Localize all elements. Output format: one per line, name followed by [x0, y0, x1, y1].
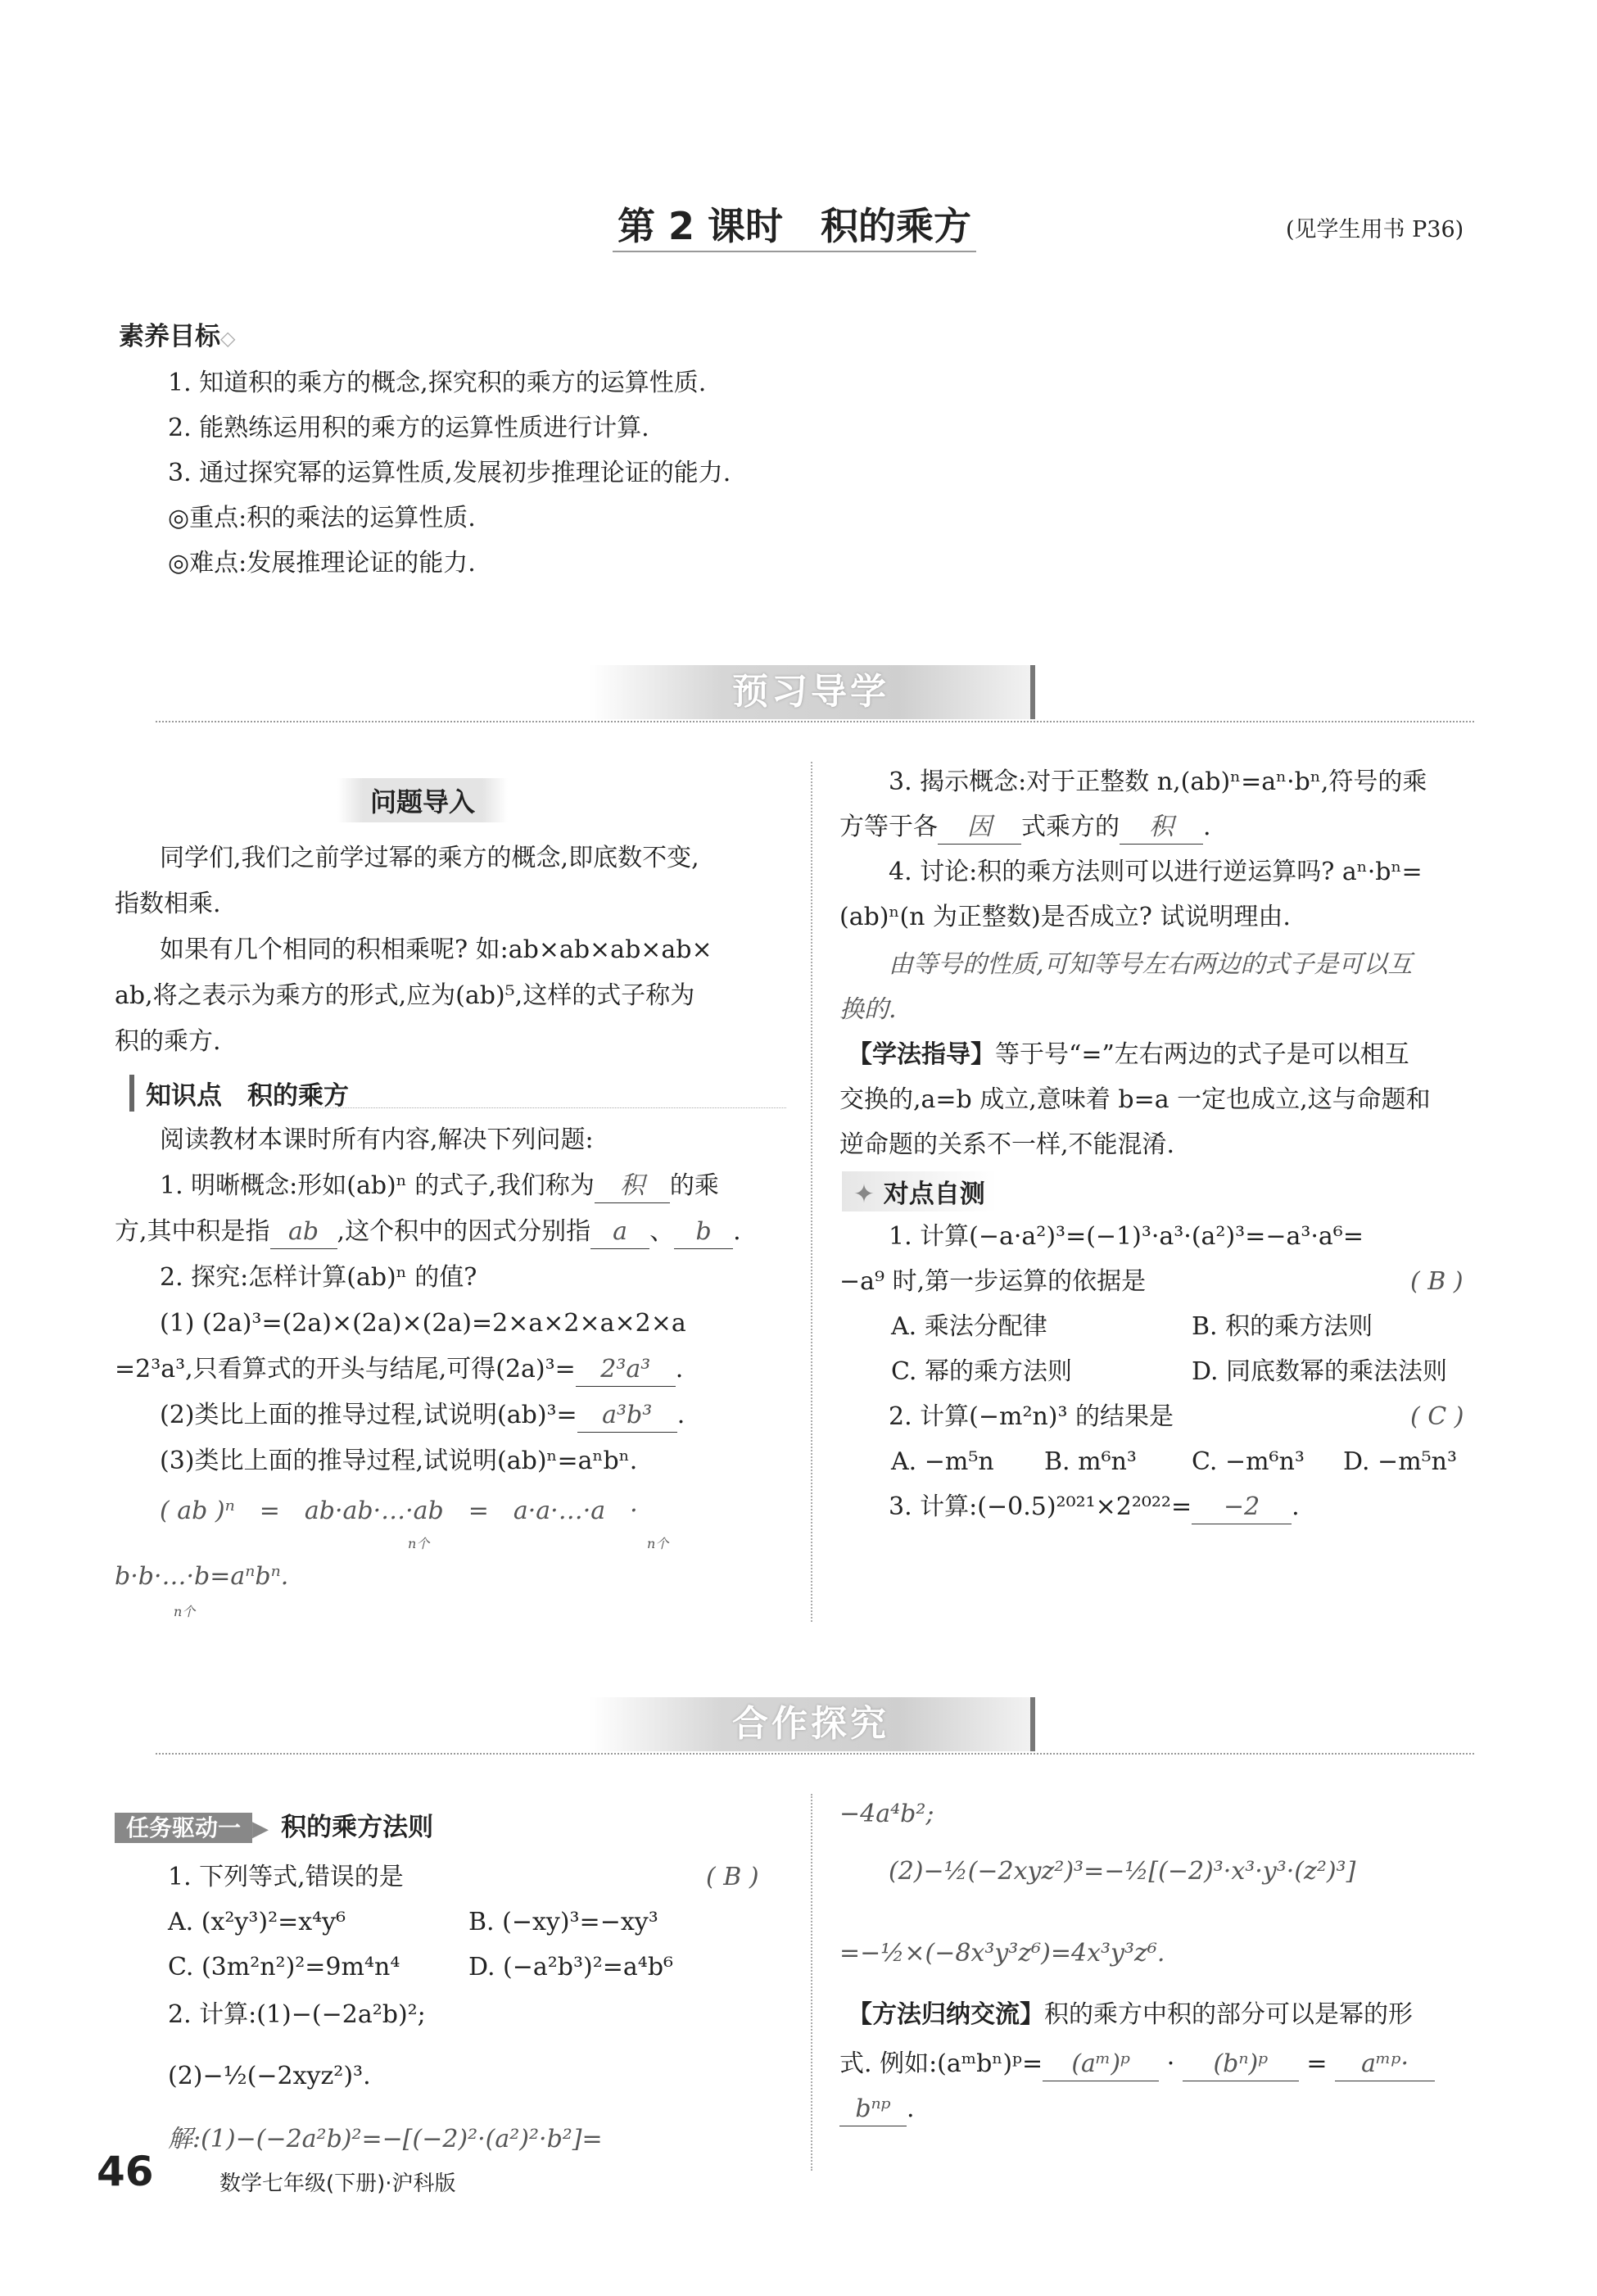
- task-heading: 任务驱动一 ▶ 积的乘方法则: [115, 1806, 433, 1843]
- kp-rule: [311, 1107, 786, 1108]
- banner-rule: [156, 721, 1474, 722]
- option: C. 幂的乘方法则: [891, 1357, 1072, 1386]
- column-divider: [811, 762, 812, 1622]
- kp-text: (3)类比上面的推导过程,试说明(ab)ⁿ=aⁿbⁿ.: [160, 1447, 638, 1475]
- option: A. (x²y³)²=x⁴y⁶: [168, 1908, 346, 1936]
- column-divider: [811, 1794, 812, 2171]
- option: B. m⁶n³: [1044, 1447, 1137, 1476]
- question-text: (2)−½(−2xyz²)³.: [168, 2062, 371, 2090]
- answer-blank: ab: [270, 1216, 337, 1249]
- banner-cooperation: 合作探究: [590, 1697, 1032, 1751]
- question-text: 1. 计算(−a·a²)³=(−1)³·a³·(a²)³=−a³·a⁶=: [889, 1222, 1364, 1251]
- kp-line: 1. 明晰概念:形如(ab)ⁿ 的式子,我们称为 积 的乘: [160, 1170, 719, 1203]
- answer-blank: bⁿᵖ: [839, 2093, 907, 2126]
- answer-choice: ( B ): [706, 1863, 759, 1891]
- option: A. −m⁵n: [891, 1447, 994, 1476]
- option: D. −m⁵n³: [1343, 1447, 1458, 1476]
- question-text: 1. 下列等式,错误的是: [168, 1863, 404, 1891]
- banner-bar: [1030, 665, 1035, 719]
- arrow-icon: ▶: [252, 1817, 269, 1841]
- option: D. 同底数幂的乘法法则: [1192, 1357, 1448, 1386]
- kp-text: 2. 探究:怎样计算(ab)ⁿ 的值?: [160, 1263, 477, 1292]
- handwritten-derivation: b·b·…·b=aⁿbⁿ.: [115, 1562, 289, 1591]
- handwritten-answer: 换的.: [839, 995, 897, 1024]
- book-title: 数学七年级(下册)·沪科版: [219, 2171, 456, 2196]
- goal-key-point: ◎重点:积的乘法的运算性质.: [168, 504, 476, 532]
- kp-line: (2)类比上面的推导过程,试说明(ab)³= a³b³ .: [160, 1399, 685, 1433]
- concept-line: 方等于各 因 式乘方的 积 .: [839, 811, 1211, 845]
- goals-heading: 素养目标◇: [119, 322, 236, 351]
- study-tip: 【学法指导】等于号“=”左右两边的式子是可以相互: [848, 1040, 1409, 1069]
- question-line: 3. 计算:(−0.5)²⁰²¹×2²⁰²²= −2 .: [889, 1491, 1300, 1524]
- kp-line: =2³a³,只看算式的开头与结尾,可得(2a)³= 2³a³ .: [115, 1353, 683, 1387]
- answer-choice: ( B ): [1410, 1267, 1464, 1296]
- method-summary: 【方法归纳交流】积的乘方中积的部分可以是幂的形: [848, 2000, 1413, 2029]
- solution-text: −4a⁴b²;: [839, 1800, 934, 1828]
- option: B. (−xy)³=−xy³: [468, 1908, 658, 1936]
- study-tip: 交换的,a=b 成立,意味着 b=a 一定也成立,这与命题和: [839, 1085, 1431, 1114]
- n-count-label: n个: [408, 1536, 430, 1551]
- goal-item: 3. 通过探究幂的运算性质,发展初步推理论证的能力.: [168, 459, 731, 487]
- intro-text: 同学们,我们之前学过幂的乘方的概念,即底数不变,: [160, 844, 699, 872]
- option: B. 积的乘方法则: [1192, 1312, 1373, 1341]
- answer-blank: −2: [1192, 1491, 1292, 1524]
- option: C. −m⁶n³: [1192, 1447, 1305, 1476]
- discussion-text: 4. 讨论:积的乘方法则可以进行逆运算吗? aⁿ·bⁿ=: [889, 858, 1423, 886]
- goal-difficulty: ◎难点:发展推理论证的能力.: [168, 549, 476, 577]
- kp-line: 方,其中积是指 ab ,这个积中的因式分别指 a 、 b .: [115, 1216, 741, 1249]
- task-badge: 任务驱动一: [115, 1813, 252, 1843]
- diamond-icon: ◇: [220, 327, 236, 350]
- question-text: 2. 计算(−m²n)³ 的结果是: [889, 1402, 1174, 1431]
- goal-item: 1. 知道积的乘方的概念,探究积的乘方的运算性质.: [168, 369, 707, 397]
- answer-blank: a³b³: [577, 1399, 677, 1433]
- option: C. (3m²n²)²=9m⁴n⁴: [168, 1953, 400, 1981]
- solution-text: =−½×(−8x³y³z⁶)=4x³y³z⁶.: [839, 1939, 1165, 1968]
- option: D. (−a²b³)²=a⁴b⁶: [468, 1953, 674, 1981]
- answer-blank: (bⁿ)ᵖ: [1183, 2048, 1299, 2081]
- handwritten-answer: 由等号的性质,可知等号左右两边的式子是可以互: [889, 950, 1413, 979]
- solution-text: (2)−½(−2xyz²)³=−½[(−2)³·x³·y³·(z²)³]: [889, 1857, 1356, 1886]
- method-line: bⁿᵖ .: [839, 2093, 915, 2126]
- banner-preview: 预习导学: [590, 665, 1032, 719]
- study-tip: 逆命题的关系不一样,不能混淆.: [839, 1130, 1175, 1159]
- goal-item: 2. 能熟练运用积的乘方的运算性质进行计算.: [168, 414, 649, 442]
- banner-rule: [156, 1753, 1474, 1755]
- intro-text: ab,将之表示为乘方的形式,应为(ab)⁵,这样的式子称为: [115, 981, 695, 1010]
- intro-text: 指数相乘.: [115, 890, 221, 918]
- answer-blank: a: [590, 1216, 649, 1249]
- answer-blank: b: [674, 1216, 733, 1249]
- question-text: −a⁹ 时,第一步运算的依据是: [839, 1267, 1147, 1296]
- page-number: 46: [97, 2148, 154, 2195]
- solution-text: 解:(1)−(−2a²b)²=−[(−2)²·(a²)²·b²]=: [168, 2125, 603, 2153]
- self-test-heading: ✦ 对点自测: [842, 1171, 997, 1211]
- intro-text: 积的乘方.: [115, 1027, 221, 1056]
- n-count-label: n个: [647, 1536, 669, 1551]
- knowledge-point-heading: 知识点 积的乘方: [129, 1075, 349, 1112]
- intro-text: 如果有几个相同的积相乘呢? 如:ab×ab×ab×ab×: [160, 935, 713, 964]
- star-icon: ✦: [853, 1180, 884, 1209]
- student-book-ref: (见学生用书 P36): [1286, 217, 1464, 242]
- page-title: 第 2 课时 积的乘方: [613, 197, 976, 252]
- kp-text: 阅读教材本课时所有内容,解决下列问题:: [160, 1125, 594, 1154]
- answer-blank: aᵐᵖ·: [1335, 2048, 1435, 2081]
- banner-bar: [1030, 1697, 1035, 1751]
- answer-blank: 2³a³: [576, 1353, 676, 1387]
- concept-text: 3. 揭示概念:对于正整数 n,(ab)ⁿ=aⁿ·bⁿ,符号的乘: [889, 768, 1427, 796]
- question-text: 2. 计算:(1)−(−2a²b)²;: [168, 2000, 426, 2029]
- option: A. 乘法分配律: [891, 1312, 1047, 1341]
- intro-heading: 问题导入: [337, 778, 508, 822]
- answer-blank: 积: [595, 1170, 670, 1203]
- kp-text: (1) (2a)³=(2a)×(2a)×(2a)=2×a×2×a×2×a: [160, 1309, 686, 1338]
- n-count-label: n个: [174, 1604, 196, 1619]
- answer-blank: 积: [1120, 811, 1203, 845]
- answer-blank: 因: [938, 811, 1021, 845]
- method-line: 式. 例如:(aᵐbⁿ)ᵖ= (aᵐ)ᵖ · (bⁿ)ᵖ = aᵐᵖ·: [839, 2048, 1435, 2081]
- answer-blank: (aᵐ)ᵖ: [1043, 2048, 1159, 2081]
- discussion-text: (ab)ⁿ(n 为正整数)是否成立? 试说明理由.: [839, 903, 1291, 931]
- answer-choice: ( C ): [1410, 1402, 1464, 1431]
- handwritten-derivation: ( ab )ⁿ = ab·ab·…·ab = a·a·…·a ·: [160, 1497, 638, 1525]
